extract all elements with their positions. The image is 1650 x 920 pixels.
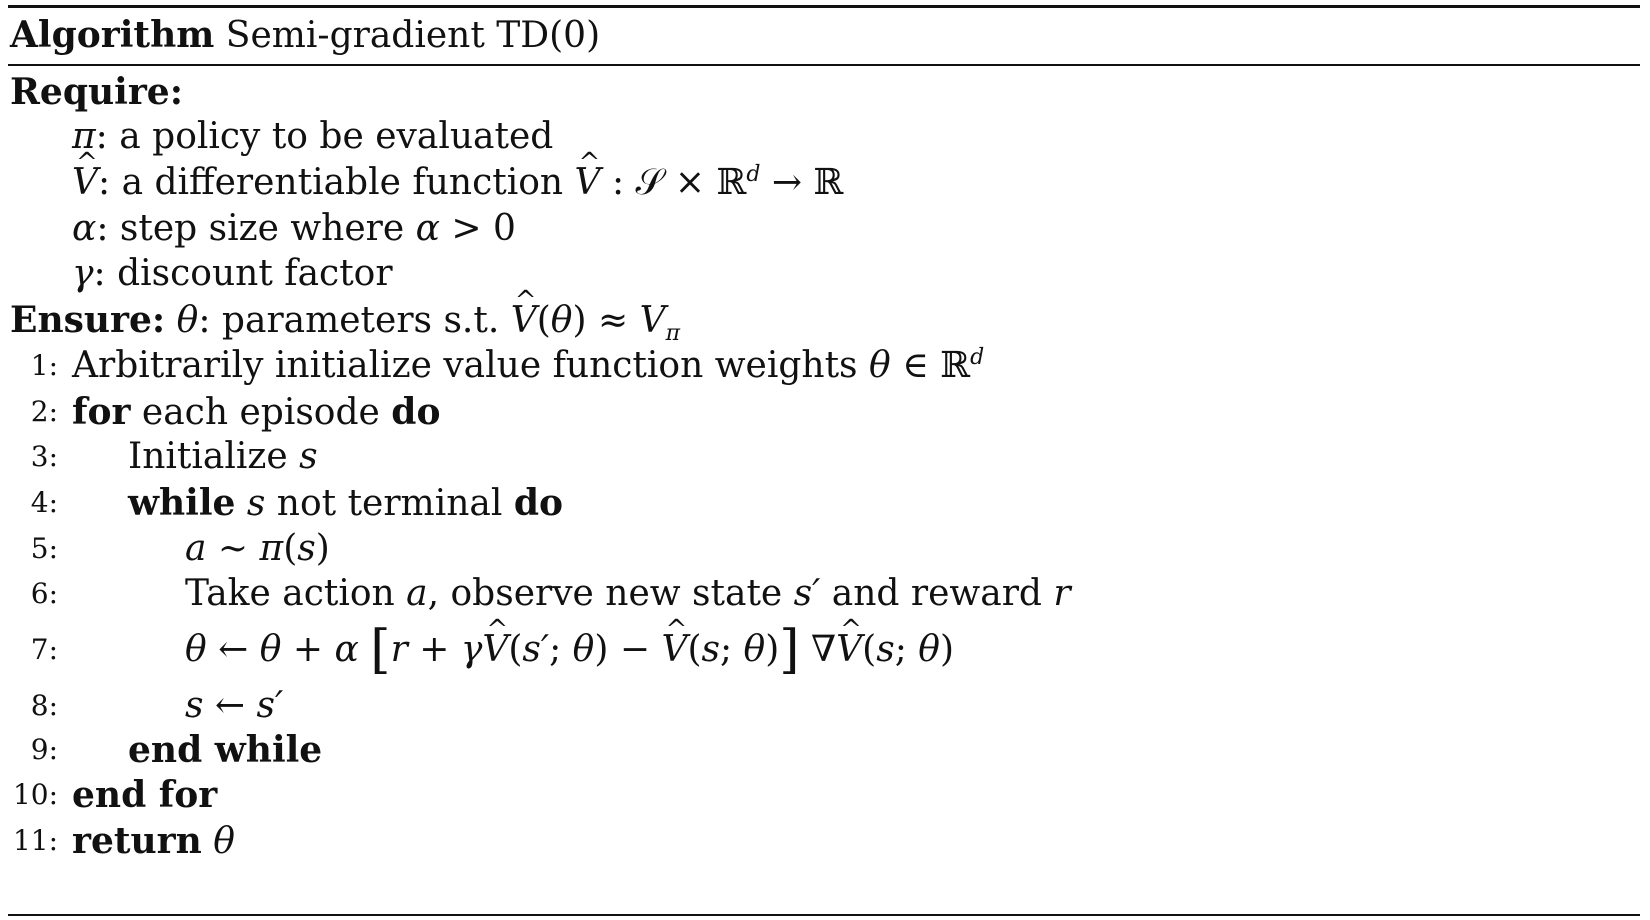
require-header — [10, 70, 1640, 115]
step-5: a ∼ π(s) — [185, 528, 330, 569]
bottom-rule — [8, 914, 1640, 916]
step-number: 3: — [30, 440, 58, 473]
require-item-discount: γ: discount factor — [72, 253, 393, 294]
step-11: return θ — [72, 820, 235, 862]
algorithm-keyword: Algorithm — [10, 14, 215, 56]
step-number: 2: — [30, 395, 58, 428]
step-number: 10: — [12, 778, 58, 811]
step-7-update-rule: θ ← θ + α [r + γ^ V(s′; θ) − ^ V(s; θ)] ∇^ V(s; θ) — [185, 628, 1640, 672]
step-number: 6: — [30, 577, 58, 610]
step-2: for each episode do — [72, 391, 441, 433]
step-10: end for — [72, 774, 218, 816]
step-number: 7: — [30, 633, 58, 666]
algorithm-name: Semi-gradient TD(0) — [225, 15, 601, 56]
step-1: Arbitrarily initialize value function weights θ ∈ ℝ$^d$ — [72, 345, 985, 386]
ensure-line: Ensure: θ: parameters s.t. ^ $V(\theta) \approx V_\pi$ — [10, 298, 1640, 343]
step-number: 4: — [30, 486, 58, 519]
require-item-policy: π: a policy to be evaluated — [72, 116, 554, 157]
step-6: Take action a, observe new state s′ and reward r — [185, 573, 1071, 614]
step-number: 5: — [30, 532, 58, 565]
top-rule — [8, 5, 1640, 8]
step-number: 1: — [30, 349, 58, 382]
step-number: 8: — [30, 689, 58, 722]
algorithm-caption — [10, 13, 1640, 58]
require-label: Require: — [10, 71, 184, 113]
step-3: Initialize s — [128, 436, 318, 477]
step-number: 11: — [12, 824, 58, 857]
require-item-function: ^ V: a differentiable function ^ V : 𝒮 × ℝ$^d$ → ℝ — [72, 161, 1640, 205]
step-9: end while — [128, 729, 323, 771]
require-item-step-size: α: step size where α > 0 — [72, 208, 516, 249]
step-4: while s not terminal do — [128, 482, 563, 524]
ensure-label: Ensure: — [10, 299, 166, 341]
step-number: 9: — [30, 733, 58, 766]
caption-rule — [8, 64, 1640, 66]
step-8: s ← s′ — [185, 685, 284, 726]
